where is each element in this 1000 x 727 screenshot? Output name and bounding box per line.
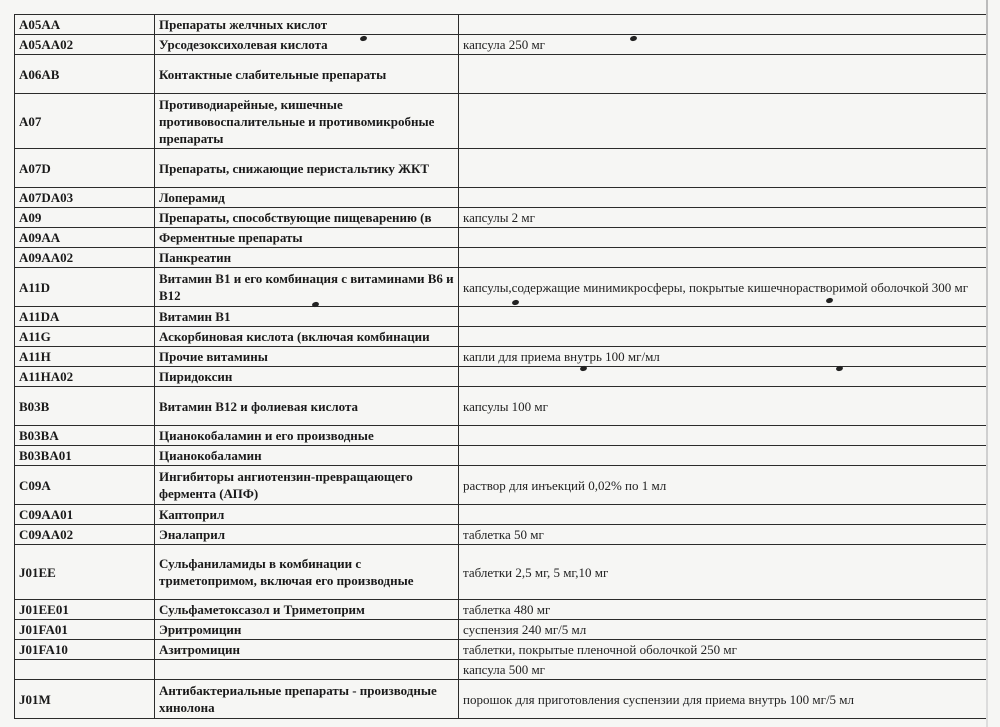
name-cell: Каптоприл — [155, 505, 459, 525]
table-row — [15, 660, 987, 680]
code-cell: A05AA — [15, 15, 155, 35]
code-cell: A09AA — [15, 228, 155, 248]
code-cell: B03B — [15, 387, 155, 426]
code-cell: A06AB — [15, 55, 155, 94]
code-cell: A09AA02 — [15, 248, 155, 268]
code-cell: J01EE01 — [15, 600, 155, 620]
form-cell — [459, 15, 987, 35]
table-row — [15, 149, 987, 188]
table-row — [15, 387, 987, 426]
code-cell: J01M — [15, 680, 155, 719]
form-cell — [459, 248, 987, 268]
name-cell: Сульфаметоксазол и Триметоприм — [155, 600, 459, 620]
name-cell: Пиридоксин — [155, 367, 459, 387]
table-row — [15, 426, 987, 446]
name-cell: Панкреатин — [155, 248, 459, 268]
scan-edge — [986, 0, 988, 727]
table-row — [15, 35, 987, 55]
name-cell: Ферментные препараты — [155, 228, 459, 248]
name-cell: Прочие витамины — [155, 347, 459, 367]
table-row — [15, 327, 987, 347]
code-cell: A07 — [15, 94, 155, 149]
table-row — [15, 228, 987, 248]
form-cell: порошок для приготовления суспензии для приема внутрь 100 мг/5 мл — [459, 680, 987, 719]
table-row — [15, 188, 987, 208]
form-cell — [459, 367, 987, 387]
code-cell: J01FA01 — [15, 620, 155, 640]
name-cell: Противодиарейные, кишечные противовоспалительные и противомикробные препараты — [155, 94, 459, 149]
table-row — [15, 545, 987, 600]
table-row — [15, 446, 987, 466]
code-cell: A11DA — [15, 307, 155, 327]
table-row — [15, 208, 987, 228]
form-cell: раствор для инъекций 0,02% по 1 мл — [459, 466, 987, 505]
code-cell: A07D — [15, 149, 155, 188]
table-row — [15, 466, 987, 505]
name-cell — [155, 660, 459, 680]
table-row — [15, 640, 987, 660]
table-row — [15, 505, 987, 525]
form-cell: капсула 250 мг — [459, 35, 987, 55]
name-cell: Цианокобаламин — [155, 446, 459, 466]
code-cell: A09 — [15, 208, 155, 228]
code-cell — [15, 660, 155, 680]
form-cell: таблетки, покрытые пленочной оболочкой 250 мг — [459, 640, 987, 660]
name-cell: Урсодезоксихолевая кислота — [155, 35, 459, 55]
form-cell — [459, 505, 987, 525]
form-cell — [459, 228, 987, 248]
form-cell — [459, 55, 987, 94]
table-row — [15, 15, 987, 35]
table-row — [15, 307, 987, 327]
table-row — [15, 620, 987, 640]
form-cell — [459, 426, 987, 446]
code-cell: A11H — [15, 347, 155, 367]
form-cell — [459, 188, 987, 208]
form-cell: таблетки 2,5 мг, 5 мг,10 мг — [459, 545, 987, 600]
code-cell: A11D — [15, 268, 155, 307]
form-cell: таблетка 50 мг — [459, 525, 987, 545]
code-cell: B03BA01 — [15, 446, 155, 466]
form-cell: капсулы 100 мг — [459, 387, 987, 426]
form-cell — [459, 327, 987, 347]
name-cell: Контактные слабительные препараты — [155, 55, 459, 94]
code-cell: C09A — [15, 466, 155, 505]
table-row — [15, 94, 987, 149]
form-cell: капсулы,содержащие минимикросферы, покрытые кишечнорастворимой оболочкой 300 мг — [459, 268, 987, 307]
name-cell: Эналаприл — [155, 525, 459, 545]
name-cell: Эритромицин — [155, 620, 459, 640]
form-cell — [459, 149, 987, 188]
name-cell: Ингибиторы ангиотензин-превращающего фермента (АПФ) — [155, 466, 459, 505]
name-cell: Сульфаниламиды в комбинации с триметопримом, включая его производные — [155, 545, 459, 600]
code-cell: C09AA01 — [15, 505, 155, 525]
code-cell: J01FA10 — [15, 640, 155, 660]
name-cell: Витамин В1 — [155, 307, 459, 327]
name-cell: Препараты, способствующие пищеварению (в — [155, 208, 459, 228]
form-cell: таблетка 480 мг — [459, 600, 987, 620]
code-cell: B03BA — [15, 426, 155, 446]
form-cell: капсула 500 мг — [459, 660, 987, 680]
code-cell: C09AA02 — [15, 525, 155, 545]
name-cell: Лоперамид — [155, 188, 459, 208]
name-cell: Витамин В12 и фолиевая кислота — [155, 387, 459, 426]
name-cell: Аскорбиновая кислота (включая комбинации — [155, 327, 459, 347]
form-cell — [459, 446, 987, 466]
form-cell: капли для приема внутрь 100 мг/мл — [459, 347, 987, 367]
code-cell: J01EE — [15, 545, 155, 600]
form-cell: суспензия 240 мг/5 мл — [459, 620, 987, 640]
name-cell: Антибактериальные препараты - производные хинолона — [155, 680, 459, 719]
name-cell: Азитромицин — [155, 640, 459, 660]
form-cell: капсулы 2 мг — [459, 208, 987, 228]
table-row — [15, 268, 987, 307]
table-row — [15, 680, 987, 719]
table-row — [15, 600, 987, 620]
table-row — [15, 525, 987, 545]
code-cell: A11HA02 — [15, 367, 155, 387]
name-cell: Препараты желчных кислот — [155, 15, 459, 35]
form-cell — [459, 307, 987, 327]
table-row — [15, 347, 987, 367]
name-cell: Цианокобаламин и его производные — [155, 426, 459, 446]
code-cell: A05AA02 — [15, 35, 155, 55]
form-cell — [459, 94, 987, 149]
table-row — [15, 55, 987, 94]
name-cell: Препараты, снижающие перистальтику ЖКТ — [155, 149, 459, 188]
name-cell: Витамин В1 и его комбинация с витаминами В6 и В12 — [155, 268, 459, 307]
code-cell: A11G — [15, 327, 155, 347]
table-row — [15, 248, 987, 268]
code-cell: A07DA03 — [15, 188, 155, 208]
